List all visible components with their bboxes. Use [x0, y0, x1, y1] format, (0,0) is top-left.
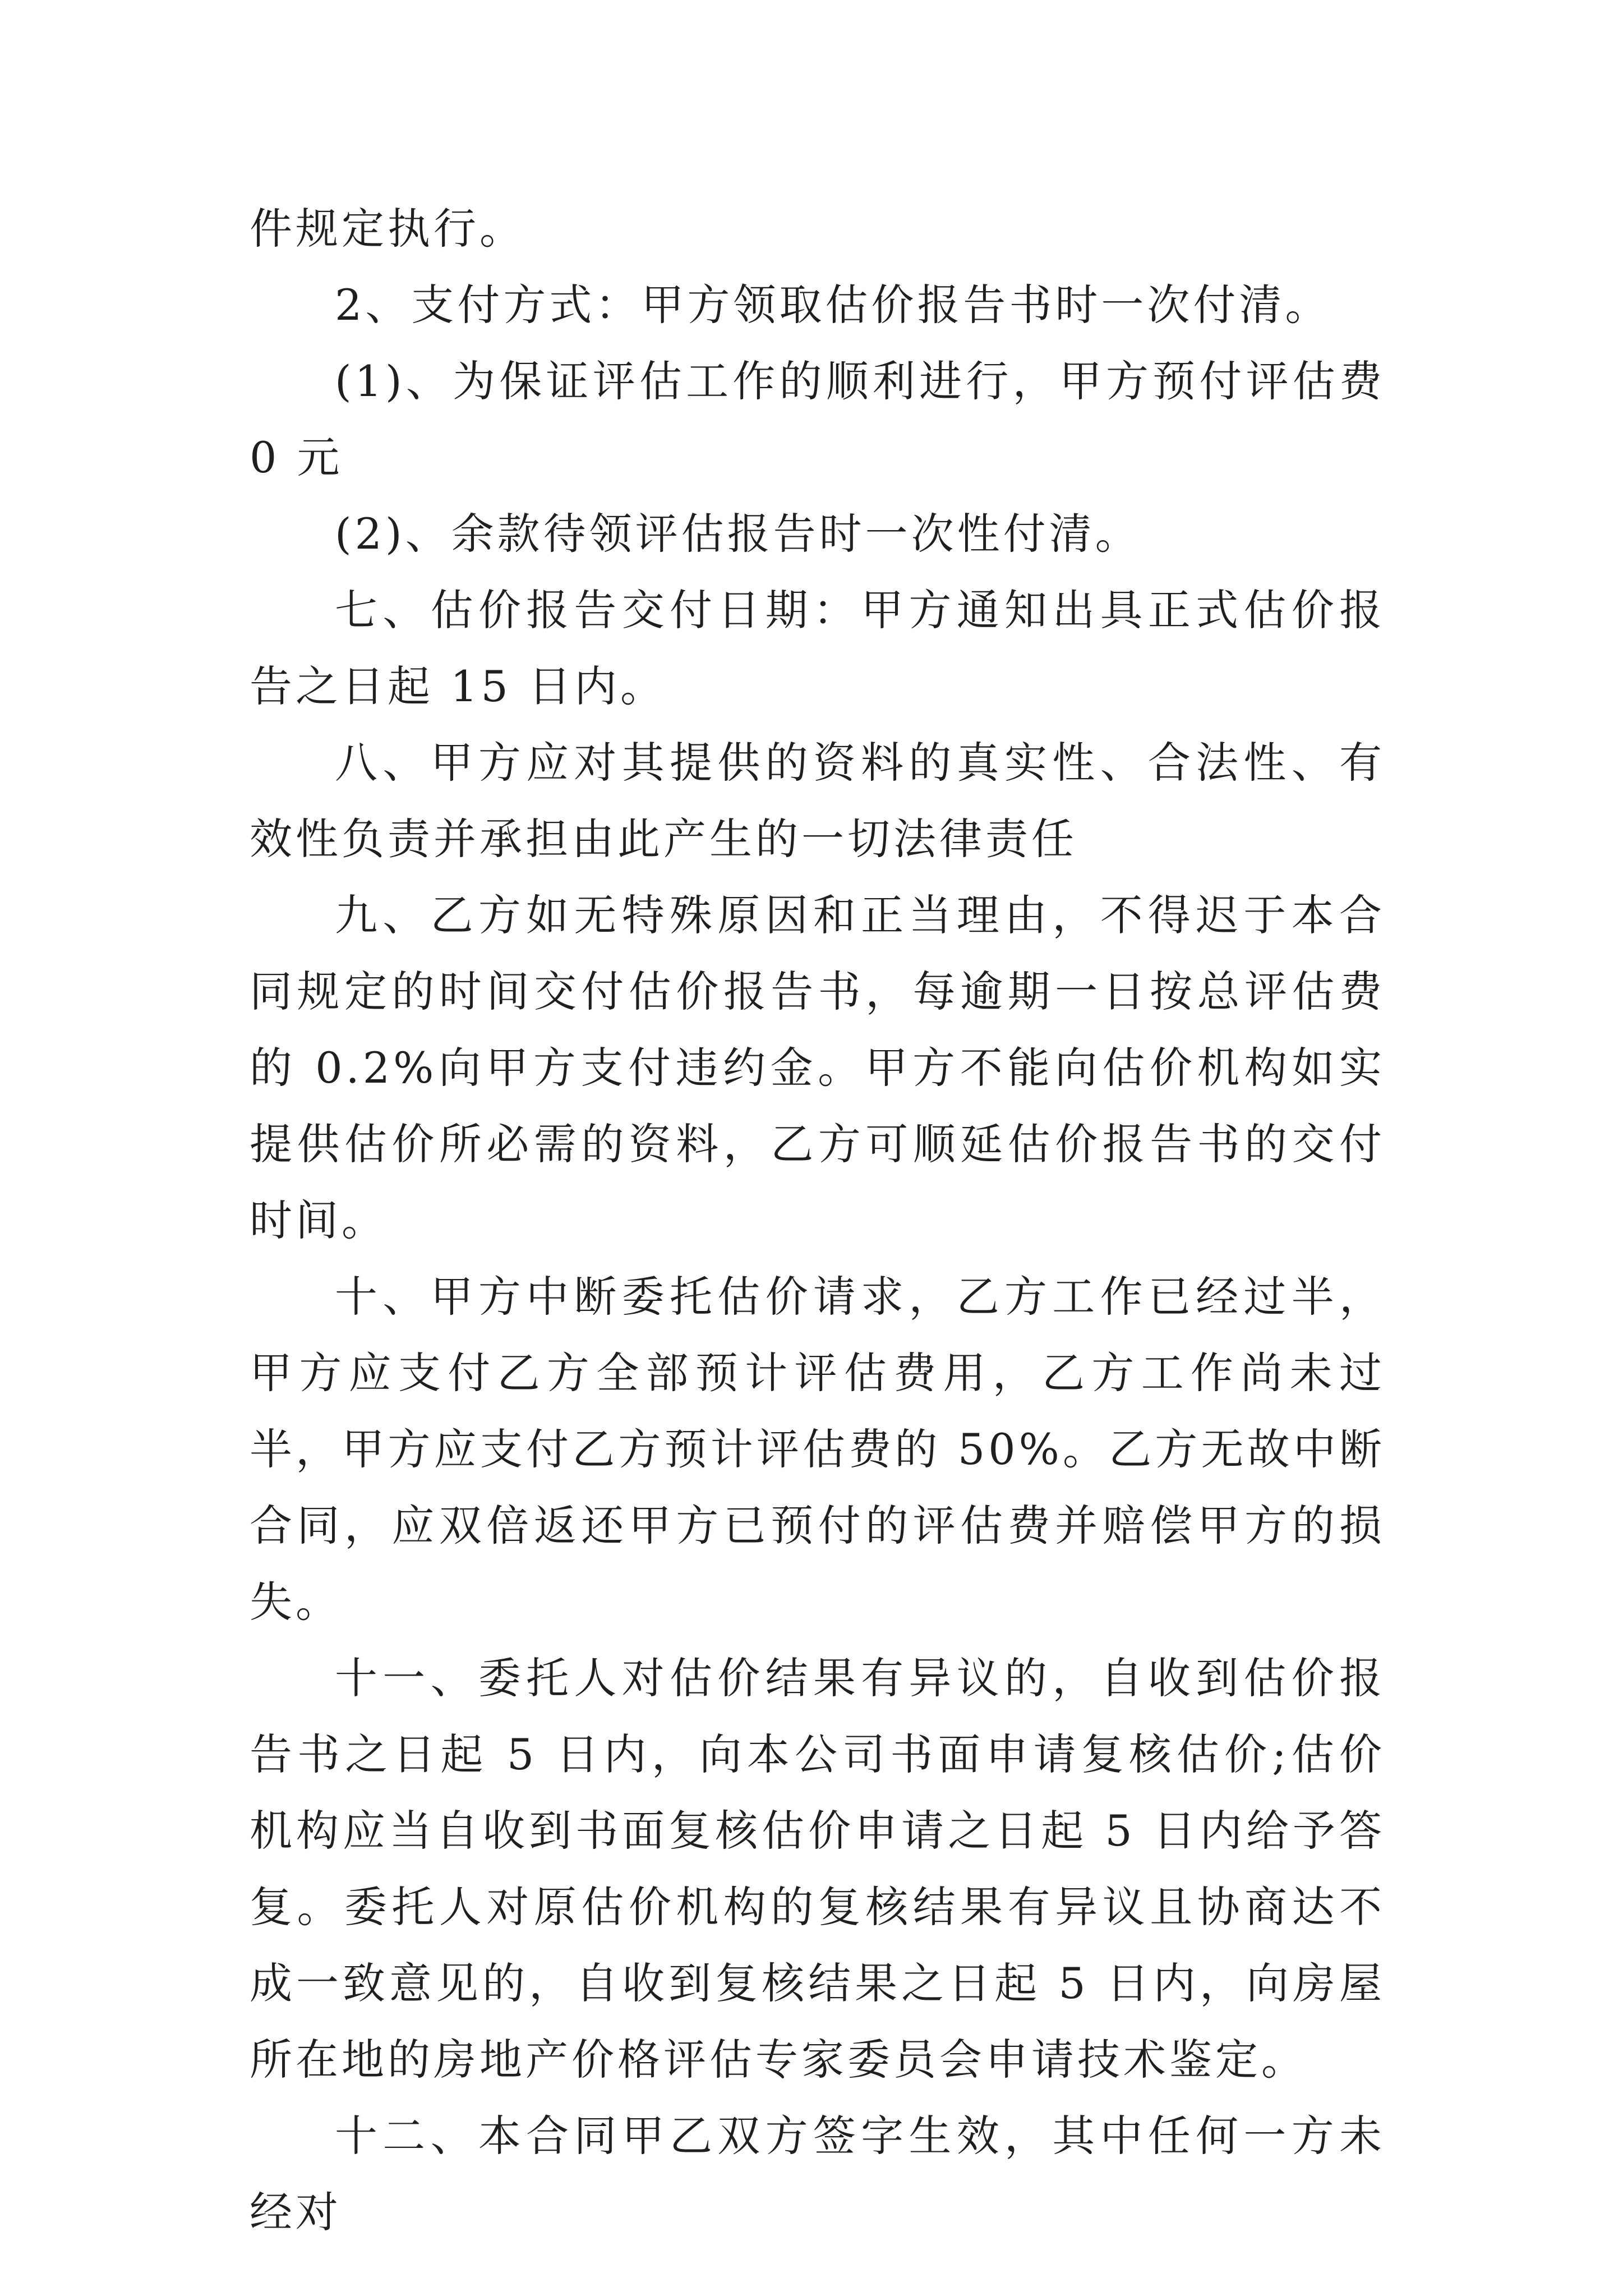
paragraph-prepayment: (1)、为保证评估工作的顺利进行，甲方预付评估费 0 元 [250, 356, 1385, 482]
paragraph-clause-9: 九、乙方如无特殊原因和正当理由，不得迟于本合同规定的时间交付估价报告书，每逾期一日按总评估费的 0.2%向甲方支付违约金。甲方不能向估价机构如实提供估价所必需的资料，乙方可顺延估价报告书的交付时间。 [250, 890, 1385, 1245]
paragraph-continuation: 件规定执行。 [250, 204, 525, 254]
paragraph-clause-11: 十一、委托人对估价结果有异议的，自收到估价报告书之日起 5 日内，向本公司书面申请复核估价;估价机构应当自收到书面复核估价申请之日起 5 日内给予答复。委托人对原估价机构的复核结果有异议且协商达不成一致意见的，自收到复核结果之日起 5 日内，向房屋所在地的房地产价格评估专家委员会申请技术鉴定。 [250, 1653, 1385, 2085]
paragraph-clause-12: 十二、本合同甲乙双方签字生效，其中任何一方未经对 [250, 2111, 1385, 2237]
paragraph-balance: (2)、余款待领评估报告时一次性付清。 [335, 509, 1141, 559]
paragraph-clause-7: 七、估价报告交付日期：甲方通知出具正式估价报告之日起 15 日内。 [250, 585, 1385, 711]
paragraph-payment-method: 2、支付方式：甲方领取估价报告书时一次付清。 [335, 280, 1331, 330]
document-page [250, 191, 1385, 2251]
paragraph-clause-8: 八、甲方应对其提供的资料的真实性、合法性、有效性负责并承担由此产生的一切法律责任 [250, 738, 1385, 864]
paragraph-clause-10: 十、甲方中断委托估价请求，乙方工作已经过半，甲方应支付乙方全部预计评估费用，乙方工作尚未过半，甲方应支付乙方预计评估费的 50%。乙方无故中断合同，应双倍返还甲方已预付的评估费并赔偿甲方的损失。 [250, 1272, 1385, 1627]
